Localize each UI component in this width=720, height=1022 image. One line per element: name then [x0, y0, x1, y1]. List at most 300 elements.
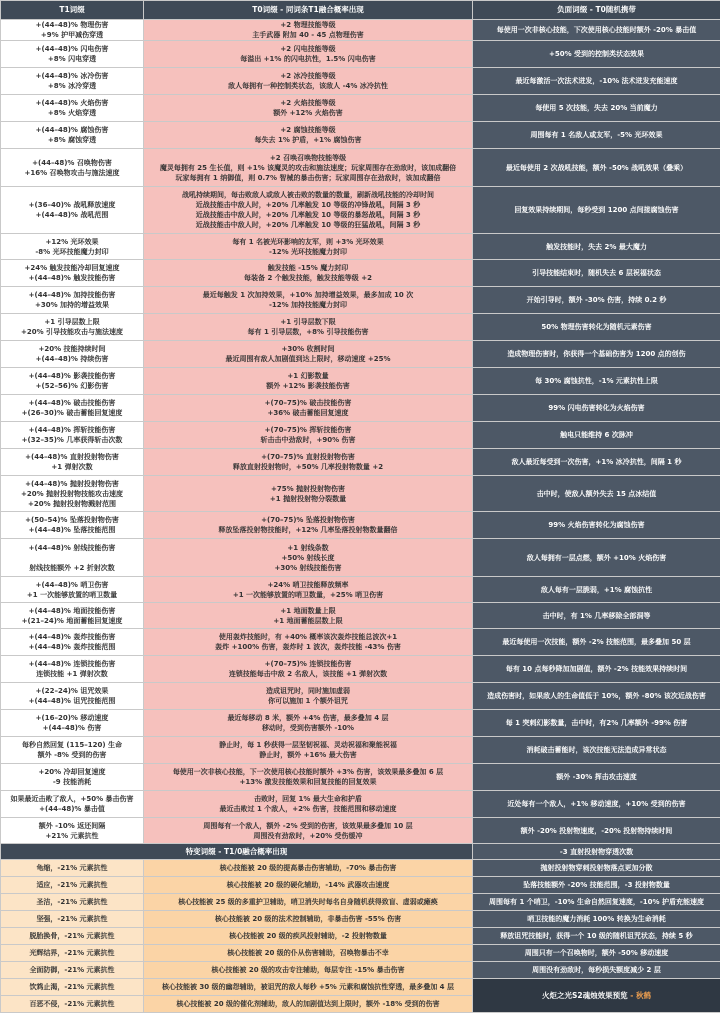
negative-affix-cell-line: 每 30% 腐蚀抗性，-1% 元素抗性上限: [535, 377, 658, 385]
special-negative-cell: 周围每有 1 个哨卫，-10% 生命自然回复速度，-10% 护盾充能速度: [473, 894, 720, 911]
negative-affix-cell-line: 50% 物理伤害转化为随机元素伤害: [541, 323, 652, 331]
t0-affix-cell: [144, 710, 473, 737]
t1-affix-cell: [1, 629, 144, 656]
t0-affix-cell-line: 近战技能击中敌人时，+20% 几率触发 10 等级的冲锋战吼，间隔 3 秒: [195, 201, 421, 209]
special-row: [1, 928, 720, 945]
table-row: [1, 287, 720, 314]
negative-affix-cell-line: 消耗破击蓄能时，该次技能无法造成异常状态: [526, 746, 667, 754]
negative-affix-cell: [473, 512, 720, 539]
t1-affix-cell-line: +(22–24)% 诅咒效果: [35, 687, 109, 695]
negative-affix-cell: [473, 368, 720, 395]
t1-affix-cell-line: +9% 护甲减伤穿透: [40, 31, 104, 39]
table-row: [1, 187, 720, 234]
negative-affix-cell: [473, 187, 720, 234]
special-t1-cell: 饮鸩止渴，-21% 元素抗性: [1, 979, 144, 996]
t0-affix-cell-line: 使用轰炸技能时，有 +40% 概率该次轰炸技能总波次+1: [218, 633, 398, 641]
negative-affix-cell-line: 近处每有一个敌人，+1% 移动速度，+10% 受到的伤害: [507, 800, 686, 808]
t0-affix-cell-line: 移动时，受到伤害额外 -10%: [261, 724, 355, 732]
special-t1-cell: 脱胎换骨，-21% 元素抗性: [1, 928, 144, 945]
t0-affix-cell: [144, 476, 473, 512]
t0-affix-cell-line: +(70–75)% 直射投射物伤害: [261, 453, 355, 461]
negative-affix-cell: [473, 20, 720, 41]
t0-affix-cell-line: +1 射线条数: [287, 543, 329, 552]
t0-affix-cell-line: +1 抛射投射物分裂数量: [269, 494, 347, 503]
t0-affix-cell-line: +1 地面蓄能层数上限: [273, 616, 343, 625]
t0-affix-cell-line: 最近每触发 1 次加持效果，+10% 加持增益效果，最多加成 10 次: [202, 291, 414, 299]
t1-affix-cell: [1, 20, 144, 41]
t0-affix-cell-line: 每有 1 名被光环影响的友军，则 +3% 光环效果: [232, 237, 384, 246]
t1-affix-cell: [1, 818, 144, 844]
special-t1-cell: 坚强，-21% 元素抗性: [1, 911, 144, 928]
negative-affix-cell: [473, 818, 720, 844]
negative-affix-cell: [473, 710, 720, 737]
special-t1-cell: 适应，-21% 元素抗性: [1, 877, 144, 894]
t0-affix-cell: [144, 368, 473, 395]
t1-affix-cell-line: +8% 火焰穿透: [47, 109, 97, 117]
t1-affix-cell-line: +(44–48)% 持续伤害: [35, 355, 109, 363]
t1-affix-cell-line: +(44–48)% 直射投射物伤害: [25, 453, 119, 461]
t1-affix-cell: [1, 539, 144, 577]
t1-affix-cell: [1, 95, 144, 122]
special-t1-cell: 全面防御，-21% 元素抗性: [1, 962, 144, 979]
table-row: [1, 20, 720, 41]
t0-affix-cell-line: 额外 +12% 火焰伤害: [273, 109, 343, 117]
t0-affix-cell-line: 你可以施加 1 个额外诅咒: [268, 697, 348, 705]
t1-affix-cell-line: +(36–40)% 战吼释放速度: [28, 201, 116, 209]
t0-affix-cell-line: 近战技能击中敌人时，+20% 几率触发 10 等级的暴怒战吼，间隔 3 秒: [195, 211, 421, 219]
t0-affix-cell-line: 轰炸 +100% 伤害，轰炸时 1 波次，轰炸技能 -43% 伤害: [215, 643, 401, 651]
t1-affix-cell-line: +1 弹射次数: [51, 463, 93, 471]
negative-affix-cell: [473, 737, 720, 764]
t1-affix-cell: [1, 512, 144, 539]
t0-affix-cell-line: +(70–75)% 破击技能伤害: [264, 399, 352, 407]
t1-affix-cell-line: +(44–48)% 腐蚀伤害: [35, 126, 109, 134]
t1-affix-cell-line: +(21–24)% 地面蓄能回复速度: [21, 616, 123, 625]
t0-affix-cell: [144, 234, 473, 260]
special-negative-cell: 哨卫技能的魔力消耗 100% 转换为生命消耗: [473, 911, 720, 928]
special-negative-cell: 周围只有一个召唤物时，额外 -50% 移动速度: [473, 945, 720, 962]
negative-affix-cell: [473, 539, 720, 577]
negative-affix-cell-line: 最近每使用一次技能，额外 -2% 技能范围，最多叠加 50 层: [502, 638, 691, 646]
table-row: [1, 95, 720, 122]
t1-affix-cell: [1, 341, 144, 368]
negative-affix-cell: [473, 314, 720, 341]
t0-affix-cell: [144, 187, 473, 234]
t1-affix-cell-line: +8% 闪电穿透: [47, 55, 97, 63]
t0-affix-cell-line: 静止时，额外 +16% 最大伤害: [259, 751, 357, 759]
t0-affix-cell-line: 周围没有劲敌时，+20% 受伤缓冲: [253, 831, 363, 840]
negative-affix-cell-line: 引导技能结束时，随机失去 6 层祝福状态: [532, 269, 661, 277]
negative-affix-cell: [473, 422, 720, 449]
t1-affix-cell: [1, 234, 144, 260]
table-row: [1, 149, 720, 187]
t0-affix-cell: [144, 68, 473, 95]
t0-affix-cell: [144, 41, 473, 68]
special-negative-cell: 释放诅咒技能时，获得一个 10 级的随机诅咒状态，持续 5 秒: [473, 928, 720, 945]
negative-affix-cell-line: 每使用 5 次技能，失去 20% 当前魔力: [535, 104, 658, 112]
negative-affix-cell-line: 敌人每拥有一层点燃，额外 +10% 火焰伤害: [526, 553, 667, 562]
t0-affix-cell-line: 魔灵每拥有 25 生长值，则 +1% 该魔灵的攻击和施法速度；玩家周围存在劲敌时，该加成翻倍: [159, 163, 457, 172]
special-t1-cell: 圣洁，-21% 元素抗性: [1, 894, 144, 911]
t0-affix-cell: [144, 818, 473, 844]
table-row: [1, 539, 720, 577]
negative-affix-cell-line: 回复效果持续期间，每秒受到 1200 点间接腐蚀伤害: [514, 206, 679, 214]
negative-affix-cell-line: 敌人每有一层脆弱，+1% 腐蚀抗性: [540, 585, 653, 594]
special-t1-cell: 光辉结界，-21% 元素抗性: [1, 945, 144, 962]
footer-title: 火炬之光S2魂烛效果预览: [542, 990, 628, 1000]
table-row: [1, 234, 720, 260]
t0-affix-cell: [144, 603, 473, 629]
negative-affix-cell: [473, 95, 720, 122]
t0-affix-cell-line: 每有 1 引导层数，+8% 引导技能伤害: [247, 328, 369, 336]
negative-affix-cell-line: 每 1 突刺幻影数量，击中时，有2% 几率额外 -99% 伤害: [505, 719, 688, 727]
main-affix-rows: [1, 20, 720, 844]
special-row: [1, 860, 720, 877]
t1-affix-cell: [1, 260, 144, 287]
t0-affix-cell-line: 触发技能 -15% 魔力封印: [267, 264, 349, 272]
header-row: [1, 1, 720, 20]
negative-affix-cell-line: 触发技能时，失去 2% 最大魔力: [546, 242, 647, 251]
t0-affix-cell-line: +30% 射线技能伤害: [274, 563, 342, 572]
t0-affix-cell-line: +2 召唤召唤物技能等级: [269, 153, 347, 162]
t0-affix-cell-line: 额外 +12% 影袭技能伤害: [266, 382, 350, 390]
t1-affix-cell-line: +(44–48)% 物理伤害: [35, 21, 109, 29]
t0-affix-cell: [144, 764, 473, 791]
negative-affix-cell-line: 开始引导时，额外 -30% 伤害，持续 0.2 秒: [526, 296, 667, 304]
footer-author: 秋鹤: [635, 990, 651, 1000]
t1-affix-cell-line: +20% 引导技能攻击与施法速度: [20, 328, 124, 336]
negative-affix-cell-line: +50% 受到的控制类状态效果: [548, 50, 645, 58]
t0-affix-cell-line: +(70–75)% 挥斩技能伤害: [264, 426, 352, 434]
t1-affix-cell-line: +(44–48)% 暴击值: [39, 805, 105, 813]
t1-affix-cell-line: +30% 加持的增益效果: [34, 301, 110, 309]
t0-affix-cell-line: 静止时，每 1 秒获得一层坚韧祝福、灵动祝福和聚能祝福: [219, 741, 397, 749]
t0-affix-cell: [144, 314, 473, 341]
t0-affix-cell: [144, 287, 473, 314]
t1-affix-cell-line: +(44–48)% 哨卫伤害: [35, 580, 109, 589]
table-row: [1, 629, 720, 656]
footer-credit: [473, 979, 720, 1013]
t1-affix-cell-line: -8% 光环技能魔力封印: [35, 247, 109, 256]
negative-affix-cell-line: 最近每使用 2 次战吼技能，额外 -50% 战吼效果（叠乘）: [505, 163, 688, 172]
t1-affix-cell-line: +(52–56)% 幻影伤害: [35, 382, 109, 390]
divider-negative-cell: -3 直射投射物穿透次数: [473, 844, 720, 860]
t0-affix-cell-line: 斩击击中劲敌时，+90% 伤害: [260, 436, 356, 444]
special-row: [1, 945, 720, 962]
t0-affix-cell-line: 每装备 2 个触发技能，触发技能等级 +2: [244, 274, 372, 282]
t0-affix-cell-line: 击败时，回复 1% 最大生命和护盾: [254, 795, 362, 803]
t1-affix-cell: [1, 577, 144, 603]
t1-affix-cell-line: +(44–48)% 加持技能伤害: [28, 291, 116, 299]
t1-affix-cell-line: +(44–48)% 影袭技能伤害: [28, 372, 116, 380]
t1-affix-cell-line: 额外 -10% 返还间隔: [38, 821, 106, 830]
t1-affix-cell-line: +(44–48)% 触发技能伤害: [28, 274, 116, 282]
t1-affix-cell-line: +1 引导层数上限: [44, 318, 100, 326]
t1-affix-cell-line: +(44–48)% 轰炸技能伤害: [28, 633, 116, 641]
t1-affix-cell-line: +(44–48)% 伤害: [42, 724, 102, 732]
special-t0-cell: 核心技能被 20 级的法术控制辅助，非暴击伤害 -55% 伤害: [144, 911, 473, 928]
t0-affix-cell: [144, 737, 473, 764]
special-section-title: 特变词缀 - T1/0融合概率出现: [1, 844, 473, 860]
t1-affix-cell-line: +(44–48)% 诅咒技能范围: [28, 697, 116, 705]
negative-affix-cell-line: 敌人最近每受到一次伤害，+1% 冰冷抗性，间隔 1 秒: [511, 458, 682, 466]
negative-affix-cell-line: 99% 火焰伤害转化为腐蚀伤害: [548, 521, 645, 529]
divider-row: [1, 844, 720, 860]
negative-affix-cell: [473, 395, 720, 422]
special-t0-cell: 核心技能被 20 级的催化剂辅助，敌人的加剧值达到上限时，额外 -18% 受到的伤害: [144, 996, 473, 1013]
special-t0-cell: 核心技能被 25 级的多重护卫辅助，哨卫消失时每名自身随机获得致盲、虚弱或瘫痪: [144, 894, 473, 911]
t0-affix-cell-line: +36% 破击蓄能回复速度: [267, 409, 349, 417]
table-row: [1, 314, 720, 341]
t0-affix-cell: [144, 791, 473, 818]
table-row: [1, 791, 720, 818]
table-row: [1, 710, 720, 737]
t1-affix-cell-line: +21% 元素抗性: [45, 831, 99, 840]
t0-affix-cell-line: +24% 哨卫技能释放频率: [267, 580, 349, 589]
t0-affix-cell-line: +2 火焰技能等级: [280, 99, 336, 107]
t1-affix-cell: [1, 68, 144, 95]
t1-affix-cell: [1, 314, 144, 341]
t0-affix-cell: [144, 422, 473, 449]
t0-affix-cell-line: +50% 射线长度: [281, 553, 335, 562]
negative-affix-cell-line: 造成伤害时，如果敌人的生命值低于 10%，额外 -80% 该次近战伤害: [487, 692, 706, 700]
header-t0: T0词缀 - 同词条T1融合概率出现: [144, 1, 473, 20]
negative-affix-cell: [473, 287, 720, 314]
negative-affix-cell-line: 最近每激活一次法术迸发，-10% 法术迸发充能速度: [515, 77, 678, 85]
t1-affix-cell-line: 每秒自然回复 (115–120) 生命: [22, 741, 122, 749]
t0-affix-cell-line: +1 地面数量上限: [280, 606, 336, 615]
t0-affix-cell-line: 主手武器 附加 40 - 45 点物理伤害: [252, 31, 364, 39]
t1-affix-cell-line: +(44–48)% 冰冷伤害: [35, 72, 109, 80]
t0-affix-cell-line: +75% 抛射投射物伤害: [270, 484, 346, 493]
special-negative-cell: 周围没有劲敌时，每秒损失额度减少 2 层: [473, 962, 720, 979]
t0-affix-cell: [144, 395, 473, 422]
t1-affix-cell: [1, 395, 144, 422]
t1-affix-cell: [1, 476, 144, 512]
negative-affix-cell: [473, 449, 720, 476]
negative-affix-cell: [473, 764, 720, 791]
t1-affix-cell-line: [3, 553, 141, 563]
t1-affix-cell-line: +24% 触发技能冷却回复速度: [24, 264, 120, 272]
t0-affix-cell: [144, 629, 473, 656]
special-t0-cell: 核心技能被 20 级的提高暴击伤害辅助，-70% 暴击伤害: [144, 860, 473, 877]
t1-affix-cell-line: +(44–48)% 破击技能伤害: [28, 399, 116, 407]
special-row: [1, 962, 720, 979]
table-row: [1, 656, 720, 683]
t0-affix-cell-line: +30% 收割时间: [281, 345, 335, 353]
t1-affix-cell-line: 连锁技能 +1 弹射次数: [36, 670, 108, 678]
negative-affix-cell-line: 每使用一次非核心技能，下次使用核心技能时额外 -20% 暴击值: [496, 26, 697, 34]
table-row: [1, 368, 720, 395]
t0-affix-cell-line: 释放坠落投射物技能时，+12% 几率坠落投射物数量翻倍: [218, 526, 398, 534]
t0-affix-cell-line: -12% 光环技能魔力封印: [268, 247, 348, 256]
t0-affix-cell-line: -12% 加持技能魔力封印: [268, 301, 348, 309]
table-row: [1, 818, 720, 844]
t1-affix-cell: [1, 764, 144, 791]
special-t1-cell: 龟缩，-21% 元素抗性: [1, 860, 144, 877]
negative-affix-cell: [473, 577, 720, 603]
t1-affix-cell-line: +(32–35)% 几率获得斩击次数: [21, 436, 123, 444]
negative-affix-cell: [473, 683, 720, 710]
table-row: [1, 764, 720, 791]
t1-affix-cell: [1, 683, 144, 710]
t0-affix-cell-line: +2 物理技能等级: [280, 21, 336, 29]
t0-affix-cell-line: 最近周围有敌人加剧值到达上限时，移动速度 +25%: [225, 355, 391, 363]
t0-affix-cell: [144, 149, 473, 187]
negative-affix-cell-line: 击中时，有 1% 几率移除全部洞等: [542, 611, 651, 620]
t1-affix-cell-line: +20% 技能持续时间: [38, 345, 106, 353]
t1-affix-cell-line: +(44–48)% 挥斩技能伤害: [28, 426, 116, 434]
t0-affix-cell: [144, 577, 473, 603]
negative-affix-cell: [473, 341, 720, 368]
table-row: [1, 449, 720, 476]
t0-affix-cell: [144, 683, 473, 710]
table-row: [1, 260, 720, 287]
negative-affix-cell: [473, 603, 720, 629]
special-negative-cell: 抛射投射物穿刺投射物落点更加分散: [473, 860, 720, 877]
t1-affix-cell-line: +(26–30)% 破击蓄能回复速度: [21, 409, 123, 417]
t0-affix-cell: [144, 656, 473, 683]
t1-affix-cell: [1, 122, 144, 149]
table-row: [1, 603, 720, 629]
t0-affix-cell-line: 近战技能击中敌人时，+20% 几率触发 10 等级的狂猛战吼，间隔 3 秒: [195, 221, 421, 229]
t1-affix-cell-line: +1 一次能够放置的哨卫数量: [26, 590, 118, 599]
negative-affix-cell: [473, 234, 720, 260]
t1-affix-cell-line: +(44–48)% 坠落技能范围: [28, 526, 116, 534]
t0-affix-cell: [144, 449, 473, 476]
special-negative-cell: 坠落技能额外 -20% 技能范围，-3 投射物数量: [473, 877, 720, 894]
special-t0-cell: 核心技能被 20 级的仆从伤害辅助，召唤物暴击不幸: [144, 945, 473, 962]
t0-affix-cell-line: +(70–75)% 坠落投射物伤害: [261, 516, 355, 524]
negative-affix-cell: [473, 41, 720, 68]
t1-affix-cell-line: +(44–48)% 地面技能伤害: [28, 606, 116, 615]
t0-affix-cell-line: 战吼持续期间，每击败敌人或敌人被击败的数量的数量，刷新战吼技能的冷却时间: [182, 191, 434, 199]
t1-affix-cell: [1, 603, 144, 629]
t0-affix-cell: [144, 539, 473, 577]
special-t0-cell: 核心技能被 20 级的攻击专注辅助，每层专注 -15% 暴击伤害: [144, 962, 473, 979]
t1-affix-cell: [1, 656, 144, 683]
special-affix-rows: [1, 860, 720, 1013]
t1-affix-cell-line: +(50–54)% 坠落投射物伤害: [25, 516, 119, 524]
negative-affix-cell-line: 每有 10 点每秒降加加剧值，额外 -2% 技能效果持续时间: [505, 665, 688, 673]
negative-affix-cell: [473, 122, 720, 149]
special-t0-cell: 核心技能被 20 级的疾风投射辅助，-2 投射物数量: [144, 928, 473, 945]
special-t1-cell: 百恶不侵，-21% 元素抗性: [1, 996, 144, 1013]
t1-affix-cell-line: +12% 光环效果: [45, 237, 99, 246]
negative-affix-cell: [473, 149, 720, 187]
t1-affix-cell-line: 射线技能额外 +2 折射次数: [29, 563, 115, 572]
t0-affix-cell-line: 玩家每拥有 1 纳御值，则 0.7% 智械的暴击伤害；玩家周围存在劲敌时，该加成翻倍: [175, 173, 441, 182]
special-row: [1, 911, 720, 928]
t0-affix-cell: [144, 260, 473, 287]
t1-affix-cell-line: +20% 抛射投射物技能攻击速度: [20, 489, 124, 498]
t1-affix-cell: [1, 149, 144, 187]
t0-affix-cell: [144, 95, 473, 122]
t1-affix-cell-line: +(44–48)% 射线技能伤害: [28, 543, 116, 552]
negative-affix-cell: [473, 656, 720, 683]
negative-affix-cell-line: 99% 闪电伤害转化为火焰伤害: [548, 404, 645, 412]
t1-affix-cell-line: +20% 冷却回复速度: [38, 768, 106, 776]
t1-affix-cell: [1, 791, 144, 818]
t0-affix-cell-line: +2 腐蚀技能等级: [280, 126, 336, 134]
table-row: [1, 341, 720, 368]
divider-section: [1, 844, 720, 860]
t1-affix-cell: [1, 737, 144, 764]
t1-affix-cell-line: +(16–20)% 移动速度: [35, 714, 109, 722]
t0-affix-cell-line: 每溢出 +1% 的闪电抗性，1.5% 闪电伤害: [240, 55, 376, 63]
special-t0-cell: 核心技能被 30 级的幽怨辅助，被诅咒的敌人每秒 +5% 元素和腐蚀抗性穿透，最多叠加 4 层: [144, 979, 473, 996]
t0-affix-cell-line: 连锁技能每击中敌 2 名敌人，该技能 +1 弹射次数: [228, 670, 388, 678]
t0-affix-cell: [144, 512, 473, 539]
t1-affix-cell-line: +8% 腐蚀穿透: [47, 136, 97, 144]
t1-affix-cell-line: +(44–48)% 召唤物伤害: [32, 158, 112, 167]
t0-affix-cell-line: +2 闪电技能等级: [280, 45, 336, 53]
negative-affix-cell-line: 额外 -20% 投射物速度，-20% 投射物持续时间: [520, 826, 673, 835]
t0-affix-cell-line: 敌人每拥有一种控制类状态，该敌人 -4% 冰冷抗性: [228, 82, 388, 90]
table-row: [1, 577, 720, 603]
t1-affix-cell-line: +(44–48)% 火焰伤害: [35, 99, 109, 107]
t1-affix-cell-line: +(44–48)% 轰炸技能范围: [28, 643, 116, 651]
t1-affix-cell-line: +8% 冰冷穿透: [47, 82, 97, 90]
t1-affix-cell: [1, 41, 144, 68]
negative-affix-cell-line: 额外 -30% 挥击攻击速度: [556, 773, 637, 781]
t0-affix-cell: [144, 20, 473, 41]
t0-affix-cell-line: 每失去 1% 护盾，+1% 腐蚀伤害: [254, 136, 362, 144]
t0-affix-cell-line: 周围每有一个敌人，额外 -2% 受到的伤害，该效果最多叠加 10 层: [203, 821, 413, 830]
t1-affix-cell: [1, 449, 144, 476]
table-row: [1, 512, 720, 539]
negative-affix-cell-line: 击中时，使敌人额外失去 15 点冰结值: [536, 489, 657, 498]
t0-affix-cell: [144, 122, 473, 149]
table-row: [1, 737, 720, 764]
table-row: [1, 41, 720, 68]
table-row: [1, 476, 720, 512]
t1-affix-cell-line: +(44–48)% 抛射投射物伤害: [25, 479, 119, 488]
negative-affix-cell: [473, 791, 720, 818]
t1-affix-cell-line: 如果最近击败了敌人，+50% 暴击伤害: [10, 795, 134, 803]
t1-affix-cell-line: +(44–48)% 闪电伤害: [35, 45, 109, 53]
t0-affix-cell-line: +1 幻影数量: [287, 372, 329, 380]
t0-affix-cell-line: 释放直射投射物时，+50% 几率投射物数量 +2: [232, 463, 384, 471]
t0-affix-cell-line: +13% 激发技能效果和回复技能的回复效果: [239, 778, 377, 786]
negative-affix-cell-line: 触电只能维持 6 次脉冲: [560, 431, 633, 439]
t0-affix-cell-line: +1 一次能够放置的哨卫数量，+25% 哨卫伤害: [232, 590, 384, 599]
table-row: [1, 68, 720, 95]
t0-affix-cell: [144, 341, 473, 368]
table-row: [1, 683, 720, 710]
footer-separator: -: [627, 990, 636, 1000]
special-row: [1, 979, 720, 996]
t0-affix-cell-line: 最近每移动 8 米，额外 +4% 伤害，最多叠加 4 层: [227, 714, 389, 722]
t0-affix-cell-line: 最近击败过 1 个敌人，+2% 伤害，技能范围和移动速度: [219, 805, 397, 813]
t1-affix-cell-line: -9 技能消耗: [52, 778, 92, 786]
t1-affix-cell: [1, 187, 144, 234]
negative-affix-cell: [473, 629, 720, 656]
t1-affix-cell-line: +(44–48)% 战吼范围: [35, 211, 109, 219]
special-row: [1, 877, 720, 894]
t0-affix-cell-line: 每使用一次非核心技能，下一次使用核心技能时额外 +3% 伤害，该效果最多叠加 6 层: [172, 768, 444, 776]
t0-affix-cell-line: +(70–75)% 连锁技能伤害: [264, 660, 352, 668]
t1-affix-cell: [1, 368, 144, 395]
negative-affix-cell: [473, 476, 720, 512]
t1-affix-cell-line: +(44–48)% 连锁技能伤害: [28, 660, 116, 668]
t1-affix-cell-line: +16% 召唤物攻击与施法速度: [24, 168, 120, 177]
table-row: [1, 422, 720, 449]
header-negative: 负面词缀 - T0随机携带: [473, 1, 720, 20]
t0-affix-cell-line: +1 引导层数下限: [280, 318, 336, 326]
t0-affix-cell-line: +2 冰冷技能等级: [280, 72, 336, 80]
table-row: [1, 122, 720, 149]
